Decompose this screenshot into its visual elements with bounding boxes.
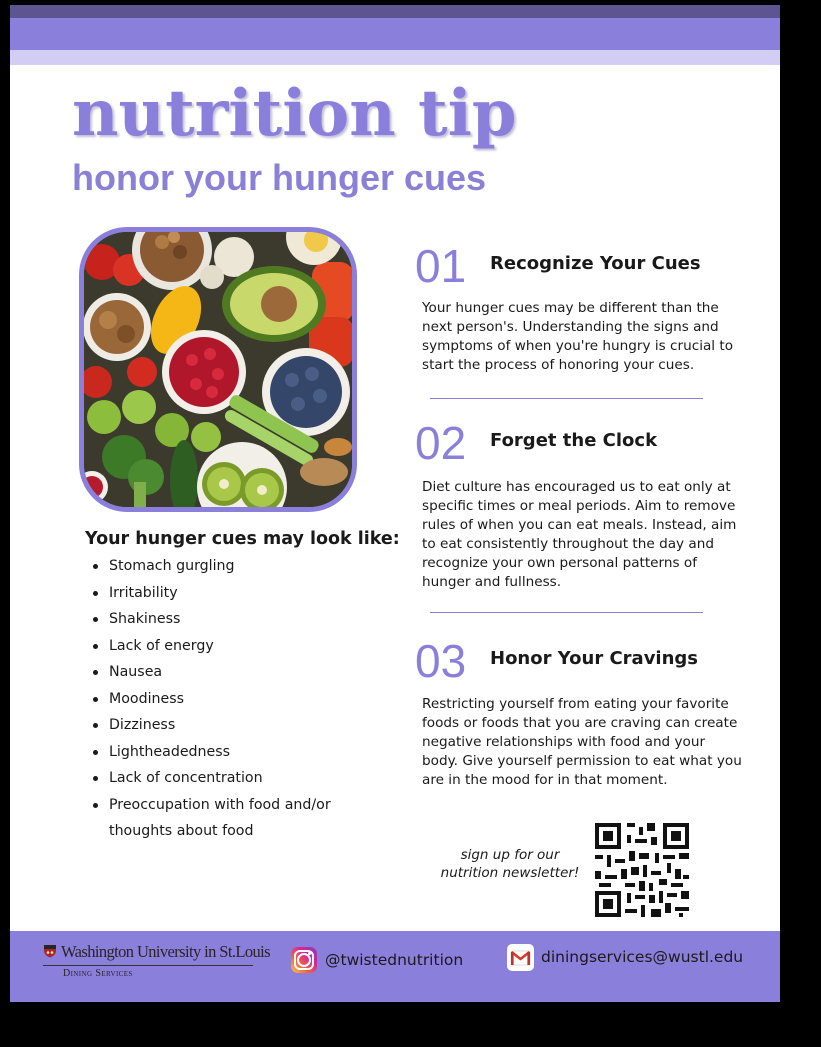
header-band-dark [10,5,780,18]
list-item: Lack of energy [90,633,360,660]
gmail-icon[interactable] [507,944,534,971]
tip-body: Your hunger cues may be different than the next person's. Understanding the signs and symptoms of when you're hungry is crucial to start the process of honoring your cues. [422,300,734,373]
instagram-handle-link[interactable]: @twistednutrition [325,951,464,969]
tip-number: 02 [415,417,467,469]
university-shield-icon [43,944,57,958]
hunger-cues-list [90,553,360,845]
list-item: Moodiness [90,686,360,713]
email-link[interactable]: diningservices@wustl.edu [541,948,744,966]
tip-title: Honor Your Cravings [490,648,699,669]
list-item: Preoccupation with food and/or thoughts about food [90,792,360,845]
hunger-cues-heading: Your hunger cues may look like: [85,529,400,549]
header-band-light [10,50,780,65]
footer [10,931,780,1002]
logo-divider [43,965,253,966]
list-item: Shakiness [90,606,360,633]
flyer-page [10,5,780,1002]
logo-university-name: Washington University in St.Louis [61,942,270,961]
food-photo-illustration [84,232,352,507]
list-item: Lack of concentration [90,765,360,792]
tip-divider [430,612,703,613]
washu-logo[interactable] [43,942,270,982]
tip-title: Forget the Clock [490,430,658,451]
list-item: Irritability [90,580,360,607]
page-subtitle: honor your hunger cues [72,157,487,198]
tip-number: 03 [415,635,467,687]
tip-body: Diet culture has encouraged us to eat only at specific times or meal periods. Aim to remove rules of when you can eat meals. Instead, aim to eat consistently throughout the day and recognize your own personal patterns of hunger and fullness. [422,479,737,590]
tip-divider [430,398,703,399]
instagram-icon[interactable] [291,947,317,973]
food-photo [79,227,357,512]
qr-code-icon[interactable] [595,823,689,917]
list-item: Dizziness [90,712,360,739]
header-band [10,18,780,50]
tip-title: Recognize Your Cues [490,253,701,274]
tip-body: Restricting yourself from eating your favorite foods or foods that you are craving can create negative relationships with food and your body. Give yourself permission to eat what you are in the mood for in that moment. [422,696,742,788]
logo-department: Dining Services [63,968,133,979]
list-item: Stomach gurgling [90,553,360,580]
list-item: Nausea [90,659,360,686]
newsletter-signup-text: sign up for our nutrition newsletter! [440,847,580,881]
list-item: Lightheadedness [90,739,360,766]
tip-number: 01 [415,240,467,292]
page-title: nutrition tip [72,76,517,151]
